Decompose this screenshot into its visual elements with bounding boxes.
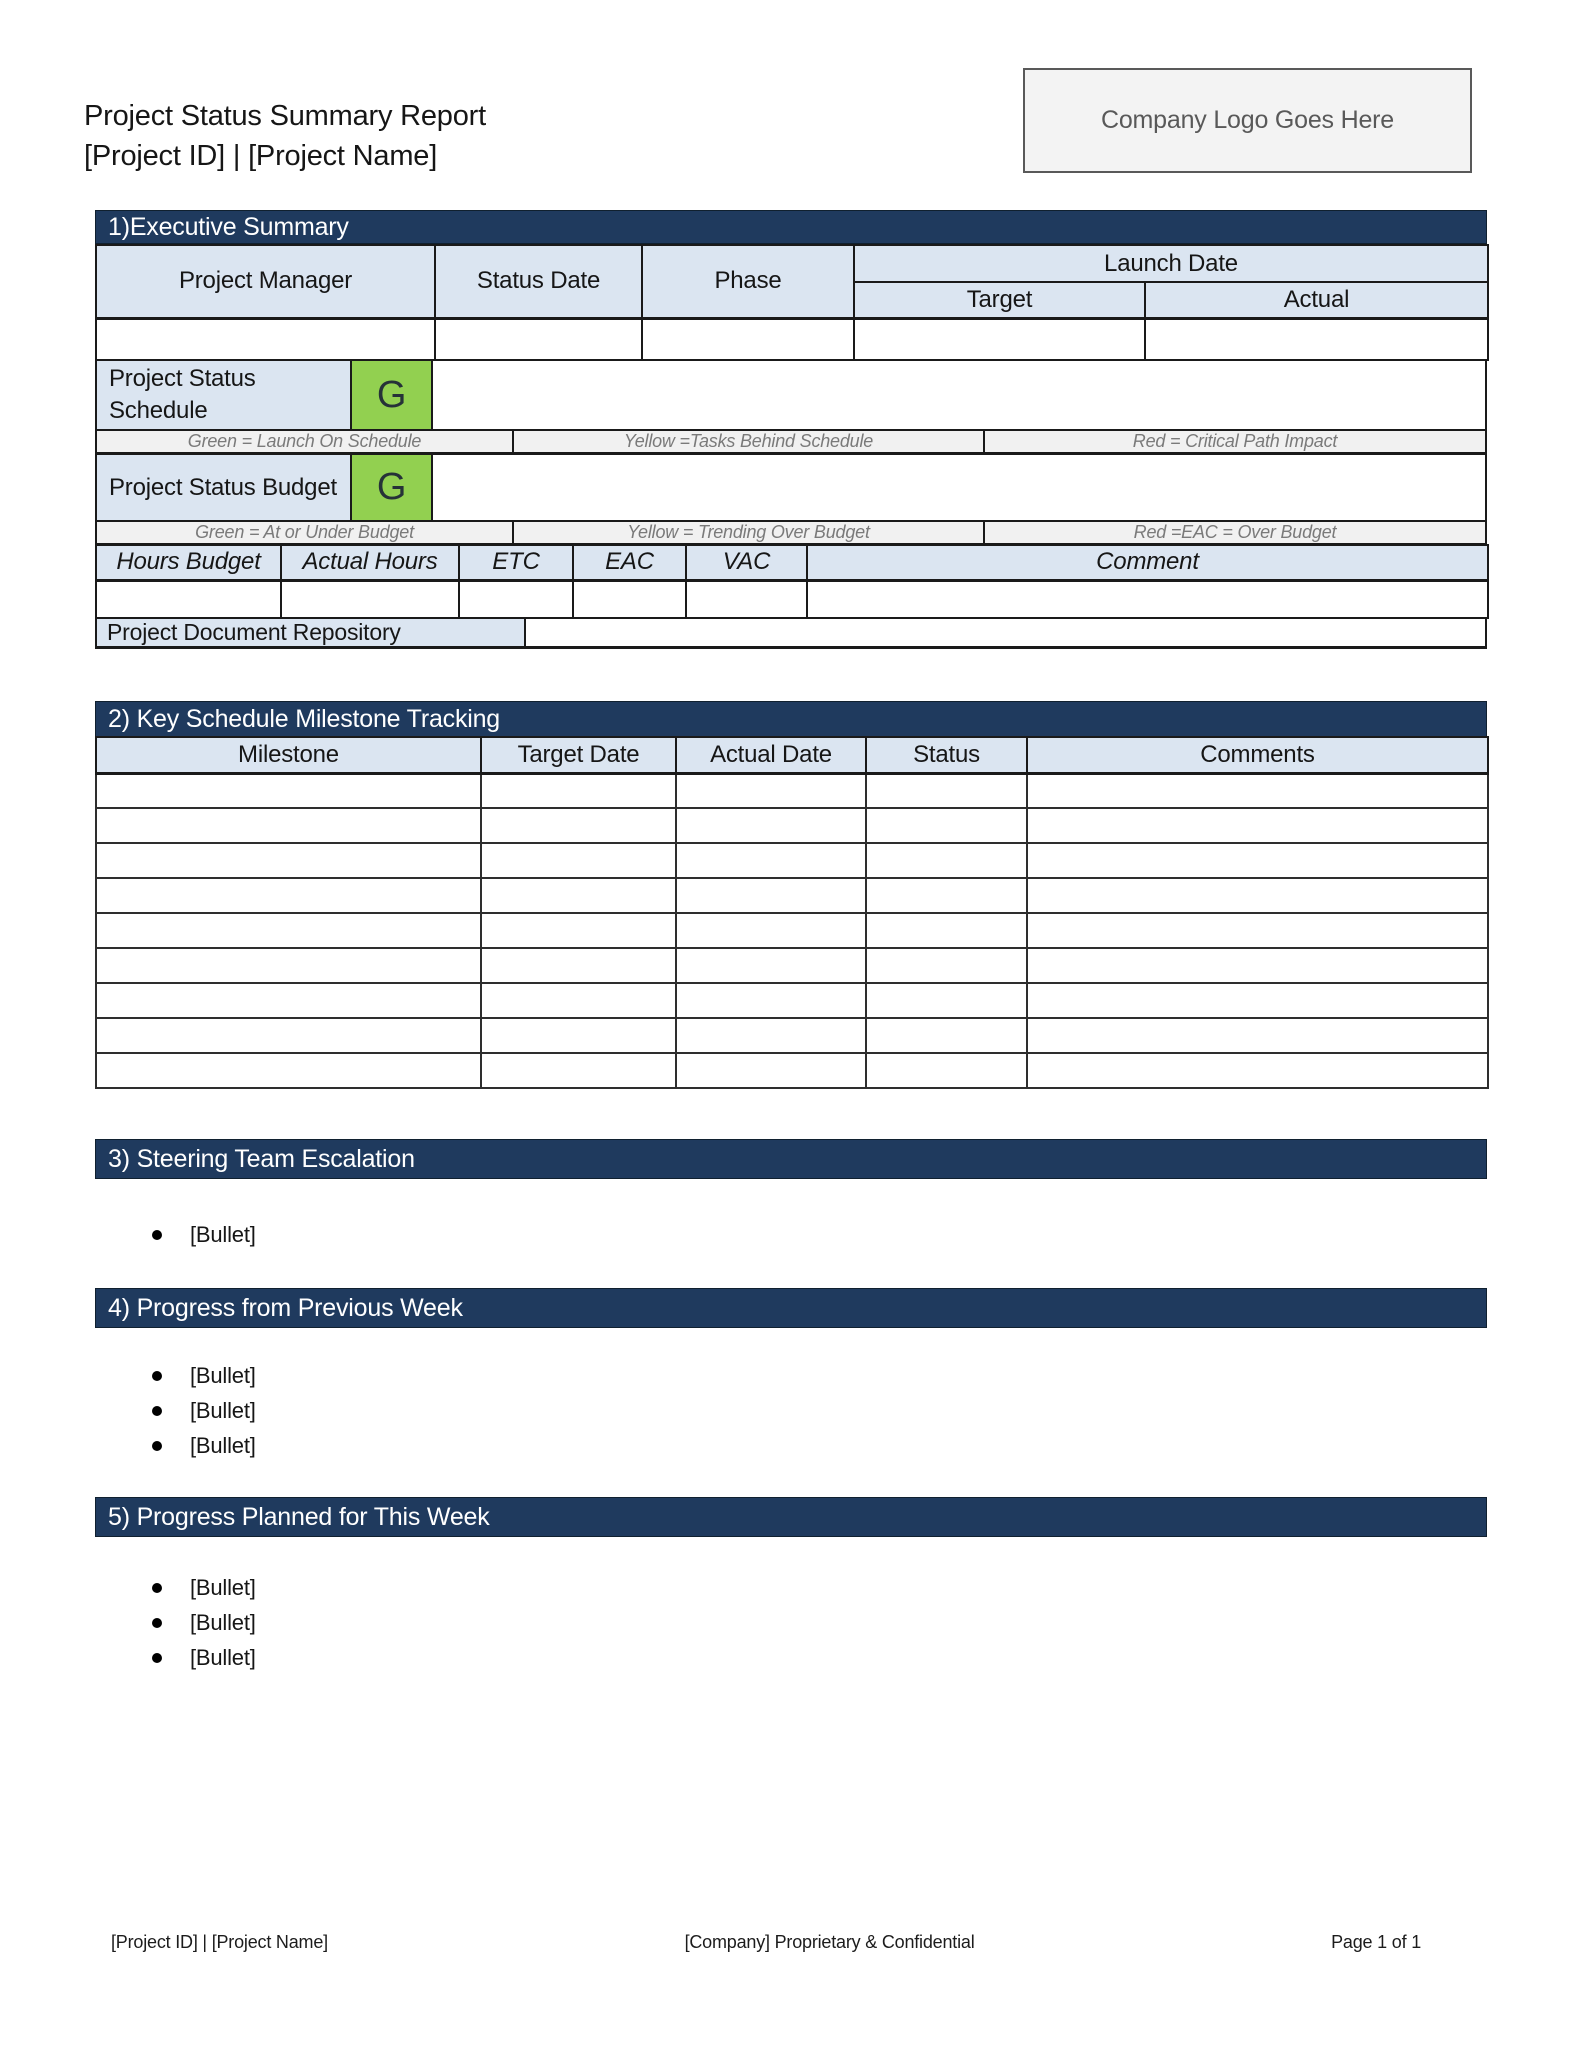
milestone-empty-cell[interactable] — [96, 983, 481, 1018]
document-repository-row — [95, 617, 1487, 649]
milestone-empty-cell[interactable] — [1027, 913, 1488, 948]
document-repository-value-cell[interactable] — [526, 619, 1485, 646]
hours-budget-value-cell[interactable] — [96, 580, 281, 618]
hours-budget-table — [95, 544, 1489, 619]
budget-legend-row — [95, 519, 1487, 546]
milestone-empty-row — [96, 913, 1488, 948]
schedule-legend-yellow: Yellow =Tasks Behind Schedule — [514, 431, 985, 452]
milestone-empty-cell[interactable] — [481, 983, 676, 1018]
milestone-empty-cell[interactable] — [676, 913, 866, 948]
etc-header: ETC — [459, 545, 573, 580]
milestone-empty-cell[interactable] — [481, 878, 676, 913]
section-bar-previous-week: 4) Progress from Previous Week — [95, 1288, 1487, 1328]
title-block — [84, 68, 486, 176]
actual-date-header: Actual Date — [676, 737, 866, 773]
report-subtitle[interactable]: [Project ID] | [Project Name] — [84, 140, 438, 172]
phase-header: Phase — [642, 245, 854, 318]
milestone-empty-cell[interactable] — [481, 773, 676, 808]
milestone-empty-cell[interactable] — [1027, 983, 1488, 1018]
milestone-empty-cell[interactable] — [676, 773, 866, 808]
etc-value-cell[interactable] — [459, 580, 573, 618]
milestone-empty-cell[interactable] — [866, 843, 1027, 878]
section-bar-planned-week: 5) Progress Planned for This Week — [95, 1497, 1487, 1537]
milestone-empty-row — [96, 948, 1488, 983]
milestone-empty-row — [96, 843, 1488, 878]
milestone-empty-cell[interactable] — [676, 808, 866, 843]
milestone-empty-cell[interactable] — [481, 1018, 676, 1053]
launch-target-value-cell[interactable] — [854, 318, 1145, 360]
budget-legend-red: Red =EAC = Over Budget — [985, 522, 1485, 543]
milestone-empty-cell[interactable] — [676, 878, 866, 913]
milestone-empty-cell[interactable] — [96, 878, 481, 913]
milestone-empty-cell[interactable] — [1027, 878, 1488, 913]
budget-status-indicator[interactable]: G — [352, 455, 433, 520]
milestone-empty-cell[interactable] — [96, 1018, 481, 1053]
milestone-empty-cell[interactable] — [676, 1018, 866, 1053]
planned-week-bullet-item[interactable]: [Bullet] — [95, 1570, 1487, 1605]
company-logo-placeholder[interactable] — [1023, 68, 1472, 173]
milestone-empty-cell[interactable] — [481, 808, 676, 843]
milestone-empty-cell[interactable] — [96, 808, 481, 843]
actual-hours-value-cell[interactable] — [281, 580, 459, 618]
footer-confidential: [Company] Proprietary & Confidential — [684, 1932, 975, 1952]
budget-legend-yellow: Yellow = Trending Over Budget — [514, 522, 985, 543]
schedule-status-indicator[interactable]: G — [352, 361, 433, 429]
previous-week-bullet-item[interactable]: [Bullet] — [95, 1393, 1487, 1428]
milestone-empty-cell[interactable] — [866, 948, 1027, 983]
milestone-header-row — [96, 737, 1488, 773]
milestone-empty-cell[interactable] — [1027, 808, 1488, 843]
project-manager-header: Project Manager — [96, 245, 435, 318]
document-repository-label: Project Document Repository — [97, 619, 526, 646]
schedule-legend-red: Red = Critical Path Impact — [985, 431, 1485, 452]
exec-info-table — [95, 244, 1489, 361]
previous-week-bullet-item[interactable]: [Bullet] — [95, 1358, 1487, 1393]
milestone-empty-cell[interactable] — [96, 948, 481, 983]
schedule-status-row — [95, 359, 1487, 431]
milestone-empty-cell[interactable] — [96, 773, 481, 808]
milestone-empty-cell[interactable] — [676, 983, 866, 1018]
milestone-empty-cell[interactable] — [866, 913, 1027, 948]
exec-value-row — [96, 318, 1488, 360]
eac-header: EAC — [573, 545, 686, 580]
schedule-status-label: Project Status Schedule — [97, 361, 352, 429]
section-bar-executive-summary: 1)Executive Summary — [95, 210, 1487, 244]
launch-date-header: Launch Date — [854, 245, 1488, 282]
planned-week-bullet-item[interactable]: [Bullet] — [95, 1640, 1487, 1675]
status-date-value-cell[interactable] — [435, 318, 642, 360]
milestone-empty-cell[interactable] — [866, 983, 1027, 1018]
milestone-empty-cell[interactable] — [866, 1053, 1027, 1088]
milestone-section — [95, 701, 1487, 1089]
planned-week-bullet-list — [95, 1570, 1487, 1675]
exec-header-row — [96, 245, 1488, 282]
milestone-empty-cell[interactable] — [481, 913, 676, 948]
comments-header: Comments — [1027, 737, 1488, 773]
budget-legend-green: Green = At or Under Budget — [97, 522, 514, 543]
milestone-empty-cell[interactable] — [1027, 948, 1488, 983]
logo-placeholder-text: Company Logo Goes Here — [1101, 106, 1394, 134]
milestone-empty-cell[interactable] — [481, 843, 676, 878]
previous-week-bullet-item[interactable]: [Bullet] — [95, 1428, 1487, 1463]
milestone-header: Milestone — [96, 737, 481, 773]
milestone-empty-cell[interactable] — [1027, 843, 1488, 878]
milestone-empty-row — [96, 808, 1488, 843]
milestone-empty-row — [96, 1053, 1488, 1088]
hours-header-row — [96, 545, 1488, 580]
document-footer — [111, 1932, 1421, 1953]
milestone-empty-cell[interactable] — [866, 1018, 1027, 1053]
milestone-empty-cell[interactable] — [1027, 773, 1488, 808]
milestone-empty-cell[interactable] — [481, 1053, 676, 1088]
launch-target-header: Target — [854, 282, 1145, 318]
milestone-empty-cell[interactable] — [676, 843, 866, 878]
previous-week-bullet-list — [95, 1358, 1487, 1463]
milestone-empty-cell[interactable] — [676, 948, 866, 983]
budget-status-label: Project Status Budget — [97, 455, 352, 520]
budget-status-row — [95, 453, 1487, 522]
milestone-empty-row — [96, 878, 1488, 913]
milestone-empty-cell[interactable] — [676, 1053, 866, 1088]
phase-value-cell[interactable] — [642, 318, 854, 360]
target-date-header: Target Date — [481, 737, 676, 773]
milestone-empty-cell[interactable] — [866, 773, 1027, 808]
launch-actual-header: Actual — [1145, 282, 1488, 318]
milestone-empty-cell[interactable] — [1027, 1053, 1488, 1088]
milestone-empty-cell[interactable] — [1027, 1018, 1488, 1053]
budget-status-detail-cell[interactable] — [433, 455, 1485, 520]
comment-header: Comment — [807, 545, 1488, 580]
schedule-status-detail-cell[interactable] — [433, 361, 1485, 429]
section-bar-milestone-tracking: 2) Key Schedule Milestone Tracking — [95, 701, 1487, 737]
footer-project-id: [Project ID] | [Project Name] — [111, 1932, 328, 1952]
actual-hours-header: Actual Hours — [281, 545, 459, 580]
milestone-empty-row — [96, 773, 1488, 808]
status-date-header: Status Date — [435, 245, 642, 318]
milestone-empty-row — [96, 1018, 1488, 1053]
footer-page-number: Page 1 of 1 — [1331, 1932, 1421, 1952]
vac-header: VAC — [686, 545, 807, 580]
milestone-table — [95, 736, 1489, 1089]
milestone-empty-cell[interactable] — [481, 948, 676, 983]
document-body — [95, 210, 1487, 1675]
milestone-empty-row — [96, 983, 1488, 1018]
comment-value-cell[interactable] — [807, 580, 1488, 618]
eac-value-cell[interactable] — [573, 580, 686, 618]
vac-value-cell[interactable] — [686, 580, 807, 618]
milestone-empty-cell[interactable] — [96, 913, 481, 948]
planned-week-bullet-item[interactable]: [Bullet] — [95, 1605, 1487, 1640]
escalation-bullet-list — [95, 1217, 1487, 1252]
hours-budget-header: Hours Budget — [96, 545, 281, 580]
milestone-empty-cell[interactable] — [866, 878, 1027, 913]
milestone-empty-cell[interactable] — [866, 808, 1027, 843]
schedule-legend-green: Green = Launch On Schedule — [97, 431, 514, 452]
document-header — [84, 68, 1472, 176]
report-title: Project Status Summary Report — [84, 100, 486, 132]
status-header: Status — [866, 737, 1027, 773]
milestone-empty-cell[interactable] — [96, 843, 481, 878]
section-bar-steering-escalation: 3) Steering Team Escalation — [95, 1139, 1487, 1179]
milestone-empty-cell[interactable] — [96, 1053, 481, 1088]
schedule-legend-row — [95, 428, 1487, 455]
escalation-bullet-item[interactable]: [Bullet] — [95, 1217, 1487, 1252]
project-manager-value-cell[interactable] — [96, 318, 435, 360]
hours-value-row — [96, 580, 1488, 618]
launch-actual-value-cell[interactable] — [1145, 318, 1488, 360]
